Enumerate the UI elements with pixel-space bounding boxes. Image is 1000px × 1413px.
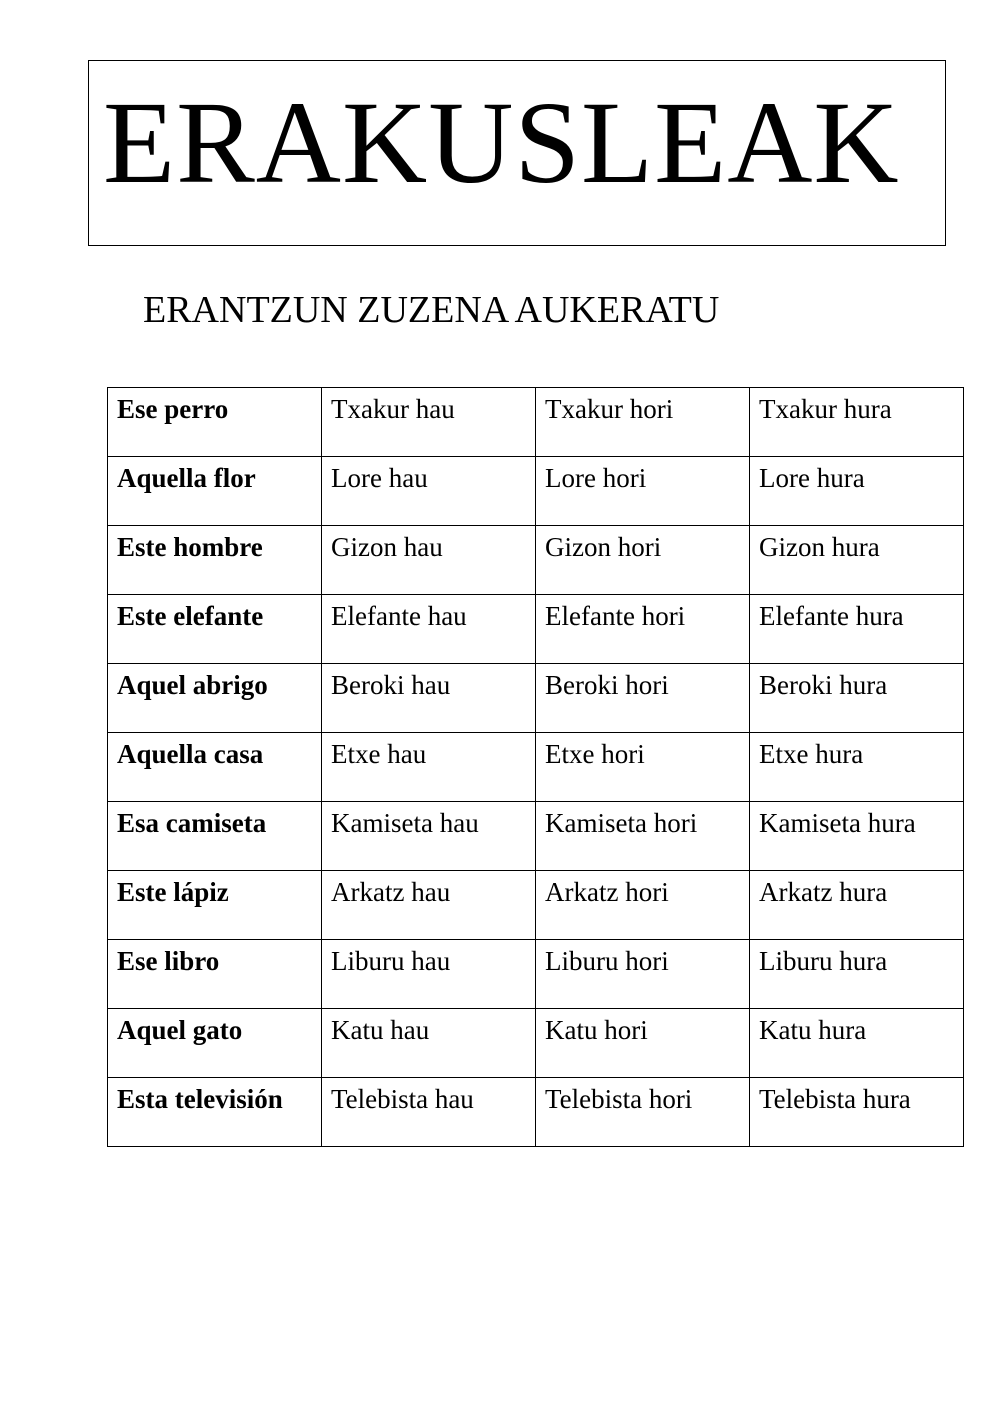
prompt-cell bbox=[108, 388, 322, 457]
answer-option-cell[interactable] bbox=[536, 526, 750, 595]
prompt-text: Aquel abrigo bbox=[117, 670, 268, 700]
table-row bbox=[108, 388, 964, 457]
answer-option-text: Arkatz hura bbox=[759, 877, 888, 907]
table-row bbox=[108, 802, 964, 871]
answer-option-text: Etxe hau bbox=[331, 739, 427, 769]
answer-option-cell[interactable] bbox=[750, 595, 964, 664]
answer-option-cell[interactable] bbox=[536, 733, 750, 802]
prompt-cell bbox=[108, 664, 322, 733]
table-row bbox=[108, 664, 964, 733]
prompt-text: Esta televisión bbox=[117, 1084, 283, 1114]
answer-option-cell[interactable] bbox=[536, 940, 750, 1009]
prompt-cell bbox=[108, 457, 322, 526]
answer-option-text: Beroki hori bbox=[545, 670, 669, 700]
title-box bbox=[88, 60, 946, 246]
answer-option-cell[interactable] bbox=[322, 526, 536, 595]
page-title: ERAKUSLEAK bbox=[103, 77, 900, 208]
prompt-cell bbox=[108, 871, 322, 940]
answer-option-cell[interactable] bbox=[322, 1078, 536, 1147]
answer-option-cell[interactable] bbox=[750, 802, 964, 871]
table-row bbox=[108, 733, 964, 802]
answer-option-text: Txakur hori bbox=[545, 394, 674, 424]
answer-option-cell[interactable] bbox=[536, 1078, 750, 1147]
answer-option-text: Katu hura bbox=[759, 1015, 867, 1045]
table-row bbox=[108, 595, 964, 664]
answer-option-cell[interactable] bbox=[750, 1078, 964, 1147]
prompt-text: Este lápiz bbox=[117, 877, 229, 907]
answer-option-cell[interactable] bbox=[322, 595, 536, 664]
answer-option-text: Telebista hori bbox=[545, 1084, 693, 1114]
answer-option-text: Arkatz hau bbox=[331, 877, 451, 907]
answer-option-text: Liburu hori bbox=[545, 946, 669, 976]
table-row bbox=[108, 1009, 964, 1078]
answer-option-text: Liburu hura bbox=[759, 946, 888, 976]
prompt-cell bbox=[108, 1009, 322, 1078]
answer-option-cell[interactable] bbox=[750, 1009, 964, 1078]
answer-option-text: Lore hori bbox=[545, 463, 647, 493]
prompt-cell bbox=[108, 526, 322, 595]
answer-option-cell[interactable] bbox=[322, 388, 536, 457]
answer-option-cell[interactable] bbox=[322, 802, 536, 871]
answer-option-cell[interactable] bbox=[536, 871, 750, 940]
answer-option-cell[interactable] bbox=[536, 457, 750, 526]
answer-option-cell[interactable] bbox=[536, 595, 750, 664]
answer-option-text: Etxe hori bbox=[545, 739, 645, 769]
answer-option-text: Txakur hau bbox=[331, 394, 455, 424]
prompt-text: Este hombre bbox=[117, 532, 263, 562]
answer-option-text: Telebista hau bbox=[331, 1084, 474, 1114]
answer-option-text: Kamiseta hura bbox=[759, 808, 916, 838]
answer-option-text: Gizon hura bbox=[759, 532, 880, 562]
prompt-text: Ese perro bbox=[117, 394, 229, 424]
answer-option-text: Lore hau bbox=[331, 463, 428, 493]
answer-option-text: Arkatz hori bbox=[545, 877, 669, 907]
answer-option-cell[interactable] bbox=[322, 457, 536, 526]
table-row bbox=[108, 1078, 964, 1147]
answer-table bbox=[107, 387, 964, 1147]
answer-option-text: Etxe hura bbox=[759, 739, 864, 769]
answer-option-cell[interactable] bbox=[536, 802, 750, 871]
answer-option-text: Gizon hori bbox=[545, 532, 662, 562]
answer-option-cell[interactable] bbox=[536, 388, 750, 457]
prompt-text: Ese libro bbox=[117, 946, 220, 976]
prompt-text: Esa camiseta bbox=[117, 808, 267, 838]
table-row bbox=[108, 940, 964, 1009]
table-row bbox=[108, 457, 964, 526]
answer-option-text: Txakur hura bbox=[759, 394, 892, 424]
answer-option-cell[interactable] bbox=[750, 871, 964, 940]
answer-option-text: Beroki hura bbox=[759, 670, 888, 700]
answer-option-text: Kamiseta hori bbox=[545, 808, 698, 838]
table-row bbox=[108, 526, 964, 595]
answer-option-cell[interactable] bbox=[322, 1009, 536, 1078]
answer-option-cell[interactable] bbox=[750, 457, 964, 526]
answer-option-cell[interactable] bbox=[750, 526, 964, 595]
instruction-text: ERANTZUN ZUZENA AUKERATU bbox=[143, 289, 720, 331]
answer-table-body bbox=[108, 388, 964, 1147]
answer-option-cell[interactable] bbox=[750, 388, 964, 457]
prompt-cell bbox=[108, 595, 322, 664]
answer-option-text: Katu hau bbox=[331, 1015, 430, 1045]
answer-option-text: Gizon hau bbox=[331, 532, 443, 562]
table-row bbox=[108, 871, 964, 940]
prompt-text: Aquel gato bbox=[117, 1015, 243, 1045]
prompt-cell bbox=[108, 802, 322, 871]
answer-option-text: Liburu hau bbox=[331, 946, 451, 976]
answer-option-text: Telebista hura bbox=[759, 1084, 911, 1114]
answer-option-cell[interactable] bbox=[322, 871, 536, 940]
answer-option-cell[interactable] bbox=[322, 733, 536, 802]
answer-option-text: Beroki hau bbox=[331, 670, 451, 700]
answer-option-cell[interactable] bbox=[322, 664, 536, 733]
prompt-text: Aquella flor bbox=[117, 463, 256, 493]
answer-option-cell[interactable] bbox=[536, 664, 750, 733]
prompt-cell bbox=[108, 733, 322, 802]
answer-option-text: Katu hori bbox=[545, 1015, 648, 1045]
answer-option-text: Elefante hori bbox=[545, 601, 686, 631]
prompt-cell bbox=[108, 1078, 322, 1147]
answer-option-cell[interactable] bbox=[536, 1009, 750, 1078]
answer-option-text: Kamiseta hau bbox=[331, 808, 479, 838]
answer-option-text: Elefante hau bbox=[331, 601, 467, 631]
answer-option-cell[interactable] bbox=[750, 940, 964, 1009]
answer-option-cell[interactable] bbox=[750, 664, 964, 733]
answer-option-cell[interactable] bbox=[750, 733, 964, 802]
answer-option-cell[interactable] bbox=[322, 940, 536, 1009]
prompt-text: Este elefante bbox=[117, 601, 264, 631]
prompt-text: Aquella casa bbox=[117, 739, 264, 769]
answer-option-text: Lore hura bbox=[759, 463, 865, 493]
prompt-cell bbox=[108, 940, 322, 1009]
answer-option-text: Elefante hura bbox=[759, 601, 904, 631]
